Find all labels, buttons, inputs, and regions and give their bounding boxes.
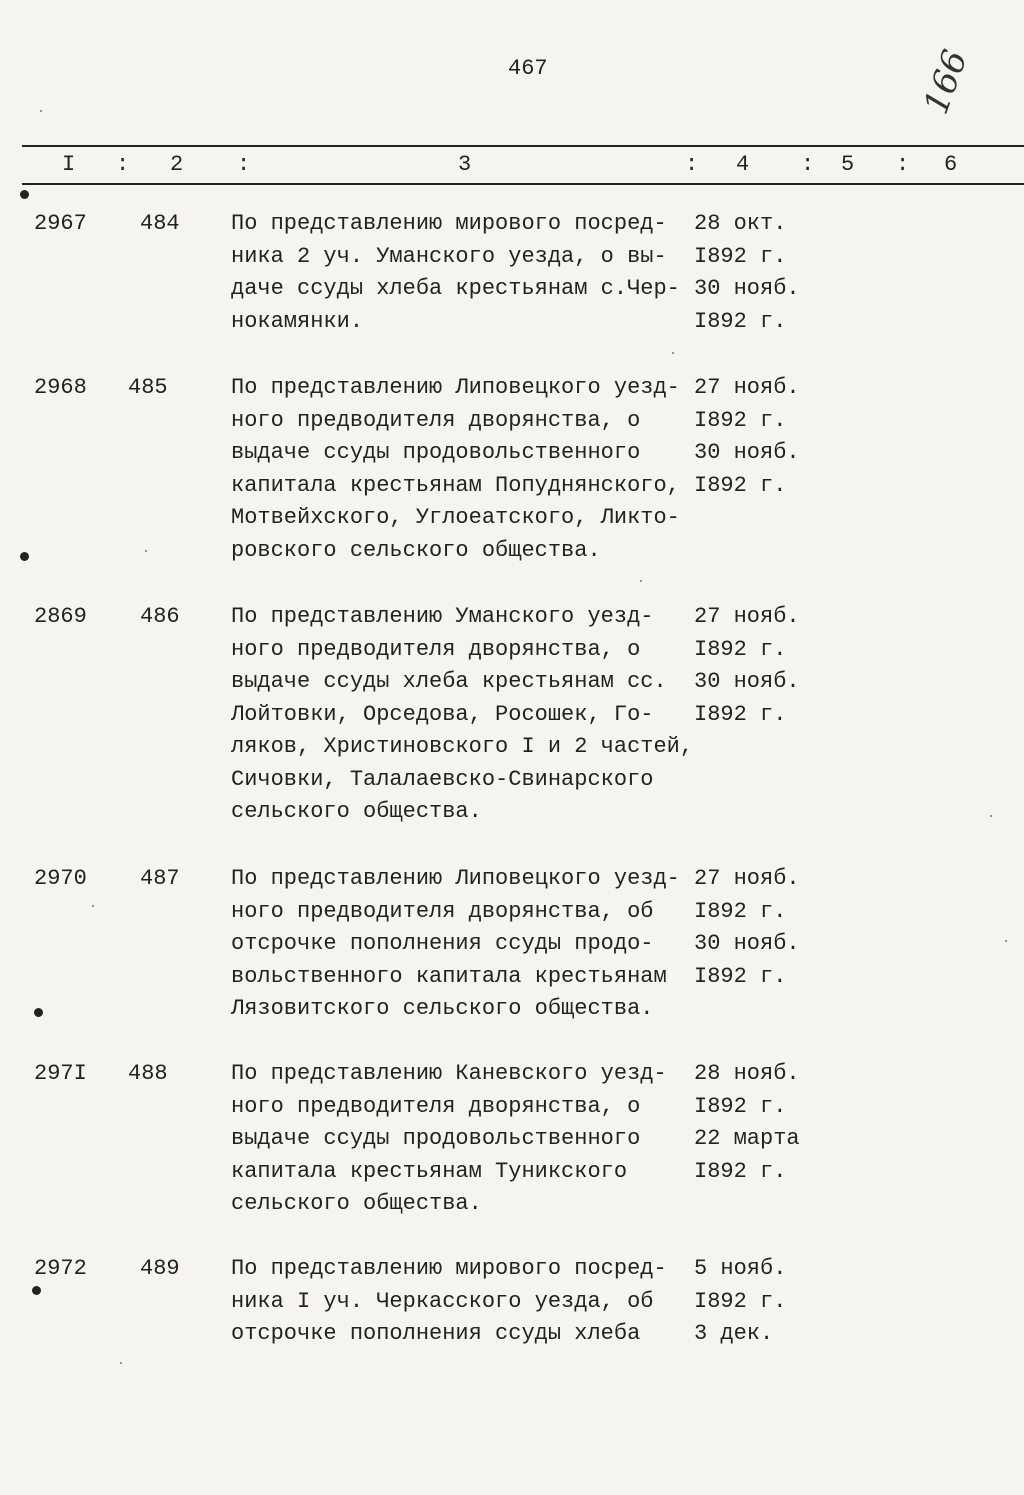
description-line: По представлению мирового посред- — [231, 211, 667, 236]
entry-number: 2869 — [34, 604, 87, 629]
punch-mark — [32, 1286, 41, 1295]
date-line: I892 г. — [694, 308, 787, 334]
page-number: 467 — [508, 56, 548, 81]
header-separator: : — [237, 152, 251, 177]
description-line: выдаче ссуды продовольственного — [231, 440, 641, 465]
description-line: По представлению Липовецкого уезд- — [231, 375, 680, 400]
description-line: ляков, Христиновского I и 2 частей, — [231, 734, 694, 759]
file-number: 484 — [140, 211, 180, 236]
description-line: вольственного капитала крестьянам — [231, 963, 667, 989]
scan-speck — [672, 352, 674, 354]
description-line: ного предводителя дворянства, о — [231, 407, 641, 433]
scan-speck — [1005, 940, 1007, 942]
file-number: 488 — [128, 1061, 168, 1086]
description-line: ного предводителя дворянства, о — [231, 636, 641, 662]
description-line: Лязовитского сельского общества. — [231, 996, 654, 1021]
date-line: 27 нояб. — [694, 375, 800, 400]
table-header — [0, 152, 1024, 180]
date-line: I892 г. — [694, 636, 787, 662]
entry-dates — [694, 1058, 834, 1188]
file-number: 485 — [128, 375, 168, 400]
description-line: отсрочке пополнения ссуды продо- — [231, 931, 654, 956]
date-line: 27 нояб. — [694, 604, 800, 629]
description-line: выдаче ссуды продовольственного — [231, 1126, 641, 1151]
date-line: I892 г. — [694, 407, 787, 433]
entry-description — [231, 1058, 691, 1221]
description-line: Сичовки, Талалаевско-Свинарского — [231, 766, 654, 792]
entry-description — [231, 601, 694, 829]
date-line: 28 нояб. — [694, 1061, 800, 1086]
date-line: I892 г. — [694, 1158, 787, 1184]
date-line: 30 нояб. — [694, 276, 800, 301]
file-number: 489 — [140, 1256, 180, 1281]
entry-dates — [694, 372, 834, 502]
punch-mark — [20, 552, 29, 561]
entry-number: 297I — [34, 1061, 87, 1086]
description-line: По представлению Уманского уезд- — [231, 604, 654, 629]
entry-dates — [694, 863, 834, 993]
scan-speck — [40, 110, 42, 112]
description-line: отсрочке пополнения ссуды хлеба — [231, 1321, 641, 1346]
scan-speck — [120, 1362, 122, 1364]
description-line: По представлению Липовецкого уезд- — [231, 866, 680, 891]
date-line: I892 г. — [694, 1288, 787, 1314]
folio-stamp: 166 — [916, 44, 976, 120]
header-col-2: 2 — [170, 152, 184, 177]
date-line: 30 нояб. — [694, 931, 800, 956]
date-line: I892 г. — [694, 243, 787, 269]
header-top-rule — [22, 145, 1024, 147]
entry-number: 2970 — [34, 866, 87, 891]
scan-speck — [145, 550, 147, 552]
description-line: ного предводителя дворянства, о — [231, 1093, 641, 1119]
punch-mark — [20, 190, 29, 199]
entry-description — [231, 372, 691, 567]
punch-mark — [34, 1008, 43, 1017]
description-line: даче ссуды хлеба крестьянам с.Чер- — [231, 276, 680, 301]
description-line: ного предводителя дворянства, об — [231, 898, 654, 924]
date-line: 27 нояб. — [694, 866, 800, 891]
header-separator: : — [896, 152, 910, 177]
date-line: 28 окт. — [694, 211, 787, 236]
header-col-4: 4 — [736, 152, 750, 177]
scan-speck — [640, 580, 642, 582]
description-line: сельского общества. — [231, 1191, 482, 1216]
entry-number: 2972 — [34, 1256, 87, 1281]
header-separator: : — [801, 152, 815, 177]
description-line: ровского сельского общества. — [231, 537, 601, 563]
header-bottom-rule — [22, 183, 1024, 185]
date-line: I892 г. — [694, 701, 787, 727]
date-line: 30 нояб. — [694, 669, 800, 694]
entry-dates — [694, 208, 834, 338]
entry-description — [231, 863, 691, 1026]
entry-dates — [694, 1253, 834, 1351]
description-line: Мотвейхского, Углоеатского, Ликто- — [231, 505, 680, 530]
date-line: I892 г. — [694, 898, 787, 924]
description-line: нокамянки. — [231, 308, 364, 334]
header-col-5: 5 — [841, 152, 855, 177]
description-line: сельского общества. — [231, 799, 482, 824]
file-number: 487 — [140, 866, 180, 891]
header-separator: : — [116, 152, 130, 177]
date-line: 22 марта — [694, 1126, 800, 1151]
date-line: 30 нояб. — [694, 440, 800, 465]
description-line: ника I уч. Черкасского уезда, об — [231, 1288, 654, 1314]
header-col-6: 6 — [944, 152, 958, 177]
description-line: Лойтовки, Орседова, Росошек, Го- — [231, 701, 654, 727]
header-col-1: I — [62, 152, 76, 177]
entry-number: 2967 — [34, 211, 87, 236]
entry-number: 2968 — [34, 375, 87, 400]
date-line: 5 нояб. — [694, 1256, 787, 1281]
description-line: капитала крестьянам Попуднянского, — [231, 472, 680, 498]
description-line: выдаче ссуды хлеба крестьянам сс. — [231, 669, 667, 694]
date-line: I892 г. — [694, 1093, 787, 1119]
scan-speck — [92, 905, 94, 907]
entry-description — [231, 208, 691, 338]
description-line: капитала крестьянам Туникского — [231, 1158, 628, 1184]
entry-description — [231, 1253, 691, 1351]
header-col-3: 3 — [458, 152, 472, 177]
date-line: 3 дек. — [694, 1321, 774, 1346]
entry-dates — [694, 601, 834, 731]
header-separator: : — [685, 152, 699, 177]
file-number: 486 — [140, 604, 180, 629]
scan-speck — [990, 815, 992, 817]
description-line: ника 2 уч. Уманского уезда, о вы- — [231, 243, 667, 269]
date-line: I892 г. — [694, 472, 787, 498]
date-line: I892 г. — [694, 963, 787, 989]
description-line: По представлению мирового посред- — [231, 1256, 667, 1281]
description-line: По представлению Каневского уезд- — [231, 1061, 667, 1086]
